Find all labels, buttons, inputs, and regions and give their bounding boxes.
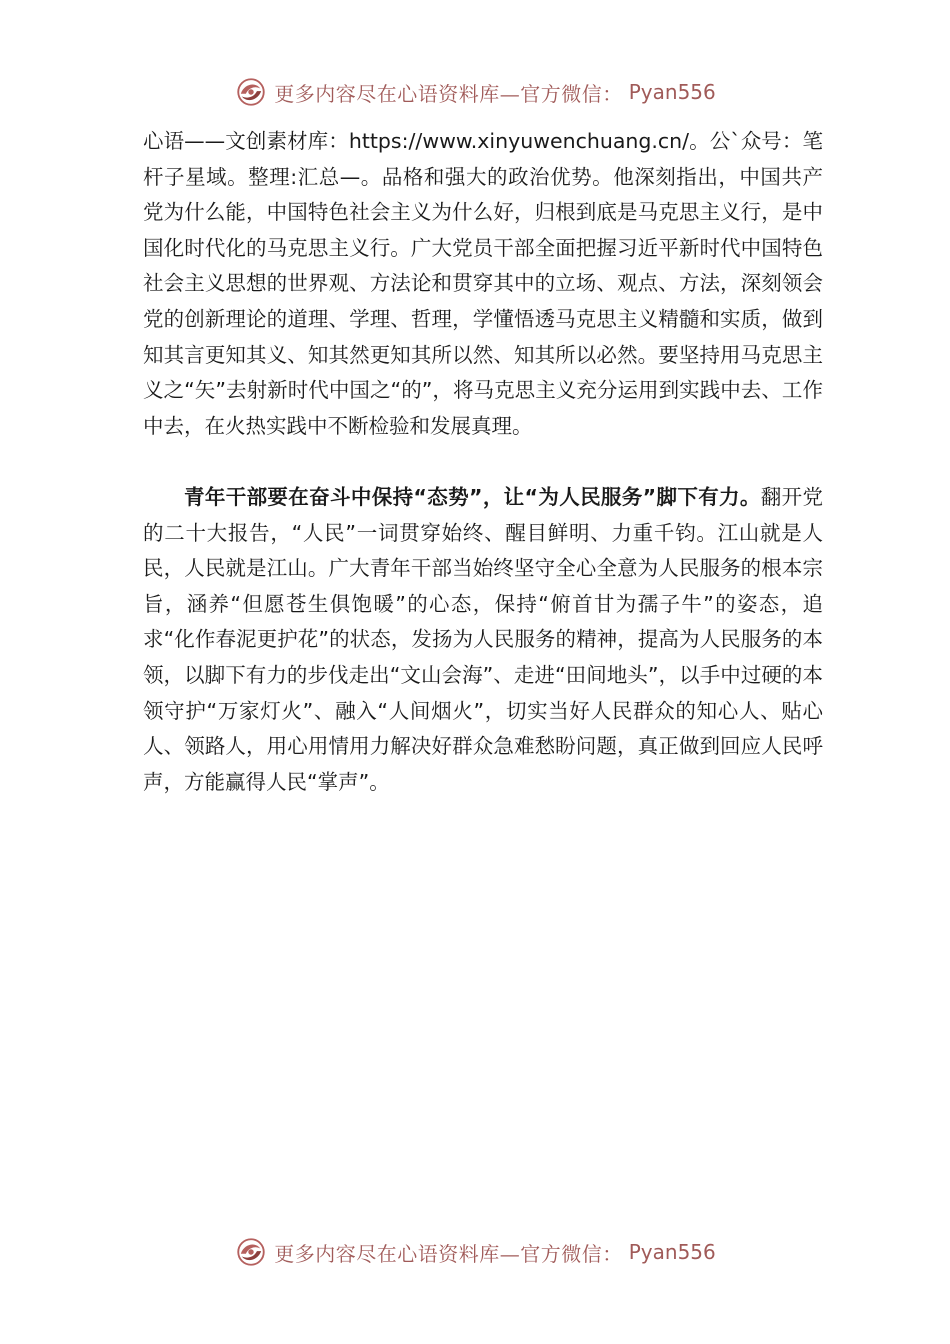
banner-text: 更多内容尽在心语资料库—官方微信： bbox=[274, 81, 623, 106]
swirl-logo-icon bbox=[234, 1235, 268, 1269]
paragraph-text: 翻开党的二十大报告，“人民”一词贯穿始终、醒目鲜明、力重千钧。江山就是人民，人民就是江山。广大青年干部当始终坚守全心全意为人民服务的根本宗旨，涵养“但愿苍生俱饱暖”的心态，保持“俯首甘为孺子牛”的姿态，追求“化作春泥更护花”的状态，发扬为人民服务的精神，提高为人民服务的本领，以脚下有力的步伐走出“文山会海”、走进“田间地头”，以手中过硬的本领守护“万家灯火”、融入“人间烟火”，切实当好人民群众的知心人、贴心人、领路人，用心用情用力解决好群众急难愁盼问题，真正做到回应人民呼声，方能赢得人民“掌声”。 bbox=[143, 484, 823, 794]
banner-wechat-id: Pyan556 bbox=[628, 1240, 716, 1264]
paragraph-lead: 青年干部要在奋斗中保持“态势”，让“为人民服务”脚下有力。 bbox=[184, 484, 761, 509]
paragraph bbox=[143, 480, 823, 800]
footer-banner bbox=[0, 1232, 950, 1272]
header-banner bbox=[0, 72, 950, 112]
swirl-logo-icon bbox=[234, 75, 268, 109]
banner-wechat-id: Pyan556 bbox=[628, 80, 716, 104]
banner-text: 更多内容尽在心语资料库—官方微信： bbox=[274, 1241, 623, 1266]
document-body bbox=[143, 124, 823, 800]
paragraph: 心语——文创素材库：https://www.xinyuwenchuang.cn/。公`众号：笔杆子星域。整理:汇总—。品格和强大的政治优势。他深刻指出，中国共产党为什么能，中国特色社会主义为什么好，归根到底是马克思主义行，是中国化时代化的马克思主义行。广大党员干部全面把握习近平新时代中国特色社会主义思想的世界观、方法论和贯穿其中的立场、观点、方法，深刻领会党的创新理论的道理、学理、哲理，学懂悟透马克思主义精髓和实质，做到知其言更知其义、知其然更知其所以然、知其所以必然。要坚持用马克思主义之“矢”去射新时代中国之“的”，将马克思主义充分运用到实践中去、工作中去，在火热实践中不断检验和发展真理。 bbox=[143, 129, 823, 438]
